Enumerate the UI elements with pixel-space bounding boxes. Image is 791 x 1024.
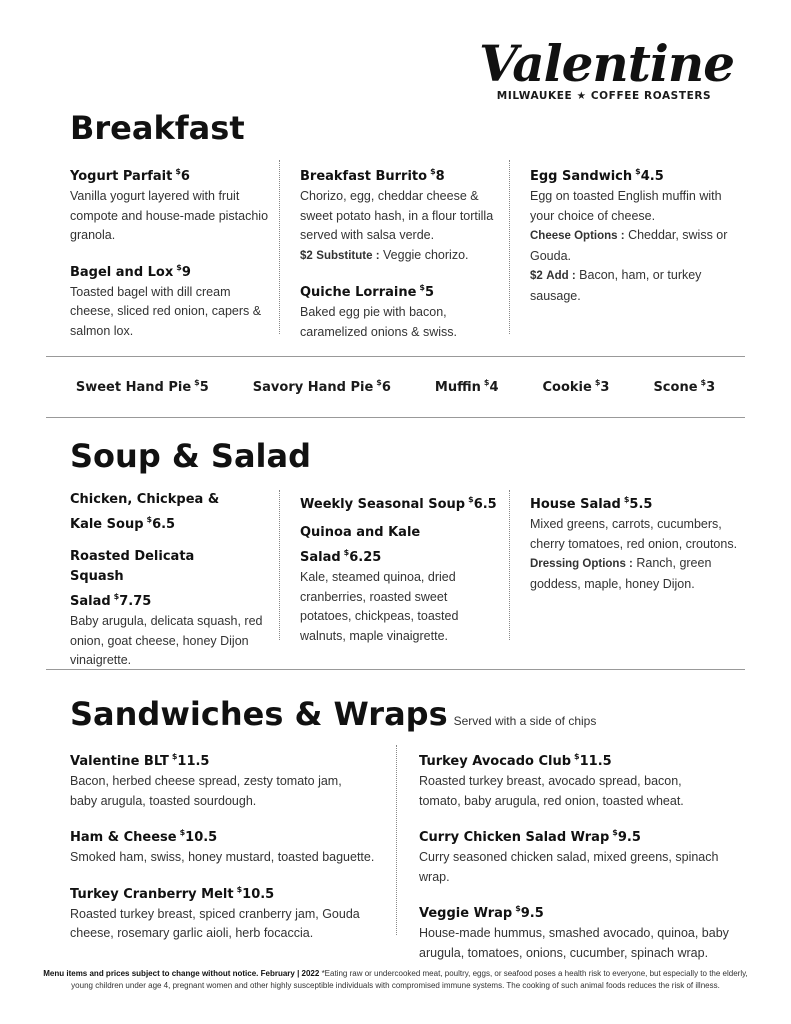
breakfast-col-2 — [300, 162, 500, 354]
option-label: Dressing Options : — [530, 558, 633, 570]
item-price: 9.5 — [617, 830, 641, 845]
menu-item: House Salad $5.5 Mixed greens, carrots, cucumbers, cherry tomatoes, red onion, croutons. Dressing Options : Ranch, green goddess, maple, honey Dijon. — [530, 490, 740, 594]
soup-salad-col-3 — [530, 490, 740, 606]
item-name: Roasted Delicata Squash Salad — [70, 549, 195, 609]
footer-disclaimer — [40, 968, 751, 992]
item-description: Vanilla yogurt layered with fruit compote and house-made pistachio granola. — [70, 189, 269, 242]
item-description: Bacon, herbed cheese spread, zesty tomato jam, baby arugula, toasted sourdough. — [70, 774, 342, 808]
item-description: Roasted turkey breast, avocado spread, bacon, tomato, baby arugula, red onion, toasted wheat. — [419, 774, 684, 808]
soup-salad-col-1 — [70, 490, 270, 683]
item-price: 6 — [180, 169, 190, 184]
pastry-item: Muffin $4 — [434, 377, 499, 395]
item-description: Smoked ham, swiss, honey mustard, toasted baguette. — [70, 850, 375, 864]
item-name: Ham & Cheese — [70, 830, 177, 845]
brand-logo — [479, 34, 735, 102]
item-description: House-made hummus, smashed avocado, quinoa, baby arugula, tomatoes, onions, cucumber, spinach wrap. — [419, 926, 729, 960]
footer-notice: Menu items and prices subject to change without notice. February | 2022 — [43, 969, 320, 978]
breakfast-col-3 — [530, 162, 735, 318]
menu-item: Ham & Cheese $10.5 Smoked ham, swiss, honey mustard, toasted baguette. — [70, 823, 380, 868]
option-text: Veggie chorizo. — [383, 247, 469, 262]
menu-item: Turkey Cranberry Melt $10.5 Roasted turkey breast, spiced cranberry jam, Gouda cheese, rosemary garlic aioli, herb focaccia. — [70, 880, 380, 944]
item-name: Breakfast Burrito — [300, 169, 428, 184]
menu-item: Bagel and Lox $9 Toasted bagel with dill cream cheese, sliced red onion, capers & salmon lox. — [70, 258, 270, 342]
section-note: Served with a side of chips — [453, 714, 597, 728]
item-description: Kale, steamed quinoa, dried cranberries, roasted sweet potatoes, chickpeas, toasted walnuts, maple vinaigrette. — [300, 570, 459, 643]
item-name: Chicken, Chickpea & Kale Soup — [70, 492, 220, 532]
column-divider — [396, 745, 397, 935]
item-price: 10.5 — [242, 886, 275, 902]
item-price: 7.75 — [119, 594, 152, 609]
item-name: Valentine BLT — [70, 754, 169, 769]
item-price: 5.5 — [629, 497, 653, 512]
item-name: Weekly Seasonal Soup — [300, 497, 466, 512]
option-text: Ranch, green goddess, maple, honey Dijon. — [530, 556, 712, 591]
menu-item: Yogurt Parfait $6 Vanilla yogurt layered with fruit compote and house-made pistachio granola. — [70, 162, 270, 246]
menu-item: Egg Sandwich $4.5 Egg on toasted English muffin with your choice of cheese. Cheese Options : Cheddar, swiss or Gouda. $2 Add : Bacon, ham, or turkey sausage. — [530, 162, 735, 306]
item-name: Turkey Avocado Club — [419, 754, 572, 769]
item-name: Quiche Lorraine — [300, 285, 417, 300]
item-description: Egg on toasted English muffin with your choice of cheese. — [530, 189, 722, 223]
item-name: Bagel and Lox — [70, 264, 174, 280]
item-description: Toasted bagel with dill cream cheese, sliced red onion, capers & salmon lox. — [70, 284, 262, 338]
menu-item: Chicken, Chickpea & Kale Soup $6.5 — [70, 492, 220, 532]
pastry-item: Savory Hand Pie $6 — [252, 377, 391, 395]
item-price: 10.5 — [185, 830, 218, 845]
pastry-row — [46, 366, 745, 406]
item-price: 9.5 — [520, 906, 544, 921]
item-name: Egg Sandwich — [530, 169, 633, 184]
item-description: Baked egg pie with bacon, caramelized onions & swiss. — [300, 305, 458, 339]
item-price: 11.5 — [579, 754, 612, 769]
item-price: 6.25 — [349, 550, 382, 565]
item-price: 6.5 — [152, 517, 176, 532]
logo-subtitle: MILWAUKEE ★ COFFEE ROASTERS — [496, 90, 712, 102]
menu-item: Quinoa and Kale Salad $6.25 Kale, steamed quinoa, dried cranberries, roasted sweet potatoes, chickpeas, toasted walnuts, maple vinaigrette. — [300, 523, 500, 646]
column-divider — [279, 160, 280, 334]
column-divider — [279, 490, 280, 640]
item-description: Baby arugula, delicata squash, red onion, goat cheese, honey Dijon vinaigrette. — [70, 614, 263, 667]
menu-item: Curry Chicken Salad Wrap $9.5 Curry seasoned chicken salad, mixed greens, spinach wrap. — [419, 823, 744, 887]
section-divider — [46, 356, 745, 357]
item-price: 6.5 — [473, 497, 497, 512]
item-price: 5 — [424, 285, 435, 300]
item-price: 11.5 — [177, 754, 210, 769]
item-price: 9 — [181, 264, 191, 280]
item-description: Chorizo, egg, cheddar cheese & sweet potato hash, in a flour tortilla served with salsa verde. — [300, 189, 494, 242]
pastry-item: Cookie $3 — [542, 377, 610, 395]
item-name: House Salad — [530, 497, 621, 512]
menu-item: Quiche Lorraine $5 Baked egg pie with bacon, caramelized onions & swiss. — [300, 278, 500, 342]
option-price: $2 — [300, 249, 313, 262]
column-divider — [509, 490, 510, 640]
logo-wordmark: Valentine — [479, 34, 735, 93]
menu-item: Weekly Seasonal Soup $6.5 — [300, 495, 497, 512]
option-text: Bacon, ham, or turkey sausage. — [530, 268, 702, 303]
footer-health-warning: *Eating raw or undercooked meat, poultry, eggs, or seafood poses a health risk to everyone, but especially to the elderly, young children under age 4, pregnant women and other highly susceptible individuals with compromised immune systems. The cooking of such animal foods reduces the risk of illness. — [71, 969, 748, 990]
item-name: Veggie Wrap — [419, 906, 513, 921]
item-description: Curry seasoned chicken salad, mixed greens, spinach wrap. — [419, 850, 719, 884]
sandwiches-heading: Sandwiches & Wraps Served with a side of chips — [70, 695, 597, 733]
menu-item: Veggie Wrap $9.5 House-made hummus, smashed avocado, quinoa, baby arugula, tomatoes, onions, cucumber, spinach wrap. — [419, 899, 744, 963]
option-label: Substitute : — [316, 249, 380, 262]
option-label: Cheese Options : — [530, 230, 625, 242]
column-divider — [509, 160, 510, 334]
soup-salad-heading: Soup & Salad — [70, 437, 312, 475]
pastry-item: Sweet Hand Pie $5 — [75, 377, 209, 395]
option-text: Cheddar, swiss or Gouda. — [530, 228, 728, 263]
item-name: Yogurt Parfait — [70, 169, 173, 184]
breakfast-col-1 — [70, 162, 270, 353]
menu-item: Breakfast Burrito $8 Chorizo, egg, cheddar cheese & sweet potato hash, in a flour tortilla served with salsa verde. $2 Substitute : Veggie chorizo. — [300, 162, 500, 266]
breakfast-heading: Breakfast — [70, 109, 245, 147]
item-name: Turkey Cranberry Melt — [70, 886, 234, 902]
menu-item: Valentine BLT $11.5 Bacon, herbed cheese spread, zesty tomato jam, baby arugula, toasted sourdough. — [70, 747, 380, 811]
soup-salad-col-2 — [300, 490, 500, 658]
item-description: Mixed greens, carrots, cucumbers, cherry tomatoes, red onion, croutons. — [530, 517, 738, 551]
sandwiches-col-1 — [70, 747, 380, 956]
menu-item: Turkey Avocado Club $11.5 Roasted turkey breast, avocado spread, bacon, tomato, baby arugula, red onion, toasted wheat. — [419, 747, 744, 811]
section-divider — [46, 417, 745, 418]
item-name: Curry Chicken Salad Wrap — [419, 830, 610, 845]
option-price: $2 — [530, 270, 543, 282]
section-divider — [46, 669, 745, 670]
item-price: 8 — [435, 169, 445, 184]
menu-item: Roasted Delicata Squash Salad $7.75 Baby arugula, delicata squash, red onion, goat cheese, honey Dijon vinaigrette. — [70, 547, 270, 671]
item-price: 4.5 — [640, 169, 664, 184]
pastry-item: Scone $3 — [653, 377, 716, 395]
sandwiches-col-2 — [419, 747, 744, 975]
option-label: Add : — [546, 270, 576, 282]
item-description: Roasted turkey breast, spiced cranberry jam, Gouda cheese, rosemary garlic aioli, herb focaccia. — [70, 906, 360, 940]
item-name: Quinoa and Kale Salad — [300, 525, 421, 565]
